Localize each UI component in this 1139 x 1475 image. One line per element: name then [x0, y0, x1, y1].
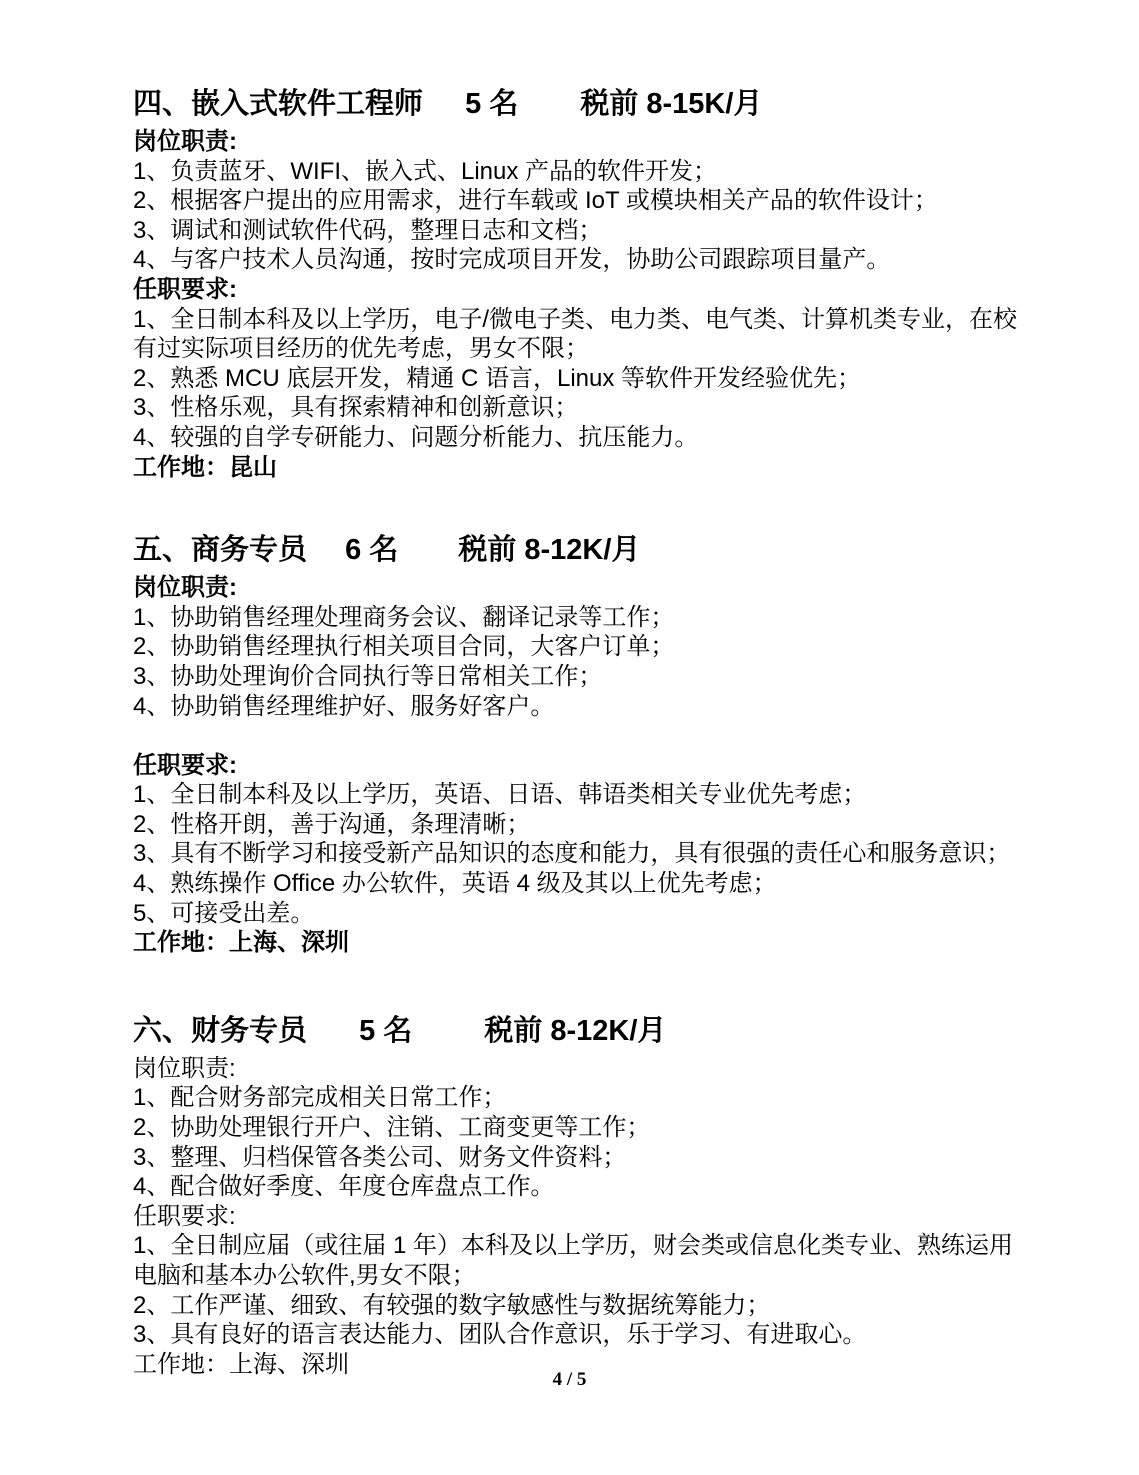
work-location-label: 工作地： [133, 453, 229, 481]
requirement-item: 2、性格开朗，善于沟通，条理清晰； [133, 810, 531, 838]
work-location-value: 昆山 [229, 453, 277, 481]
job-headcount: 6 名 [345, 534, 399, 567]
requirement-item: 2、工作严谨、细致、有较强的数字敏感性与数据统筹能力； [133, 1291, 771, 1319]
job-title [133, 88, 1019, 120]
job-section-embedded-software-engineer [133, 88, 1019, 482]
requirement-item: 3、具有良好的语言表达能力、团队合作意识，乐于学习、有进取心。 [133, 1321, 867, 1349]
requirement-item: 1、全日制本科及以上学历，英语、日语、韩语类相关专业优先考虑； [133, 781, 867, 809]
blank-line [133, 721, 1019, 751]
duty-item: 4、配合做好季度、年度仓库盘点工作。 [133, 1173, 555, 1201]
job-salary: 税前 8-12K/月 [458, 534, 641, 567]
job-salary: 税前 8-15K/月 [580, 88, 763, 120]
duty-item: 2、协助销售经理执行相关项目合同，大客户订单； [133, 633, 675, 661]
requirements-label: 任职要求: [133, 275, 237, 303]
duties-label: 岗位职责: [133, 574, 237, 602]
duty-item: 1、负责蓝牙、WIFI、嵌入式、Linux 产品的软件开发； [133, 157, 718, 185]
work-location [133, 453, 1019, 483]
work-location-label: 工作地： [133, 1350, 229, 1378]
duties-label: 岗位职责: [133, 128, 237, 155]
duty-item: 3、整理、归档保管各类公司、财务文件资料； [133, 1143, 627, 1171]
requirement-item: 5、可接受出差。 [133, 899, 315, 927]
job-section-finance-specialist [133, 1015, 1019, 1380]
requirement-item: 2、熟悉 MCU 底层开发，精通 C 语言，Linux 等软件开发经验优先； [133, 364, 862, 392]
requirement-item: 4、较强的自学专研能力、问题分析能力、抗压能力。 [133, 423, 699, 451]
duty-item: 3、调试和测试软件代码，整理日志和文档； [133, 216, 603, 244]
duties-label: 岗位职责: [133, 1054, 236, 1082]
work-location [133, 928, 1019, 958]
job-salary: 税前 8-12K/月 [484, 1014, 667, 1047]
duty-item: 4、与客户技术人员沟通，按时完成项目开发，协助公司跟踪项目量产。 [133, 246, 891, 274]
page-number: 4 / 5 [552, 1369, 587, 1390]
work-location-label: 工作地： [133, 929, 229, 957]
requirements-label: 任职要求: [133, 751, 237, 779]
job-section-business-specialist [133, 534, 1019, 958]
job-title-name: 五、商务专员 [133, 534, 308, 567]
job-title [133, 534, 1019, 566]
job-title [133, 1015, 1019, 1047]
work-location-value: 上海、深圳 [229, 1350, 349, 1378]
requirement-item: 3、具有不断学习和接受新产品知识的态度和能力，具有很强的责任心和服务意识； [133, 840, 1011, 868]
job-headcount: 5 名 [359, 1014, 413, 1047]
duty-item: 3、协助处理询价合同执行等日常相关工作； [133, 662, 603, 690]
requirement-item: 1、全日制本科及以上学历，电子/微电子类、电力类、电气类、计算机类专业，在校有过实际项目经历的优先考虑，男女不限； [133, 305, 1018, 363]
work-location-value: 上海、深圳 [229, 929, 349, 957]
duty-item: 4、协助销售经理维护好、服务好客户。 [133, 692, 555, 720]
requirement-item: 4、熟练操作 Office 办公软件，英语 4 级及其以上优先考虑； [133, 870, 777, 898]
requirement-item: 1、全日制应届（或往届 1 年）本科及以上学历，财会类或信息化类专业、熟练运用电脑和基本办公软件,男女不限； [133, 1232, 1014, 1289]
duty-item: 1、配合财务部完成相关日常工作； [133, 1084, 507, 1112]
duty-item: 2、根据客户提出的应用需求，进行车载或 IoT 或模块相关产品的软件设计； [133, 187, 938, 215]
job-title-name: 六、财务专员 [133, 1014, 308, 1047]
requirements-label: 任职要求: [133, 1202, 236, 1230]
job-title-name: 四、嵌入式软件工程师 [133, 88, 424, 120]
requirement-item: 3、性格乐观，具有探索精神和创新意识； [133, 394, 579, 422]
duty-item: 2、协助处理银行开户、注销、工商变更等工作； [133, 1114, 651, 1142]
duty-item: 1、协助销售经理处理商务会议、翻译记录等工作； [133, 603, 675, 631]
job-headcount: 5 名 [465, 88, 519, 120]
